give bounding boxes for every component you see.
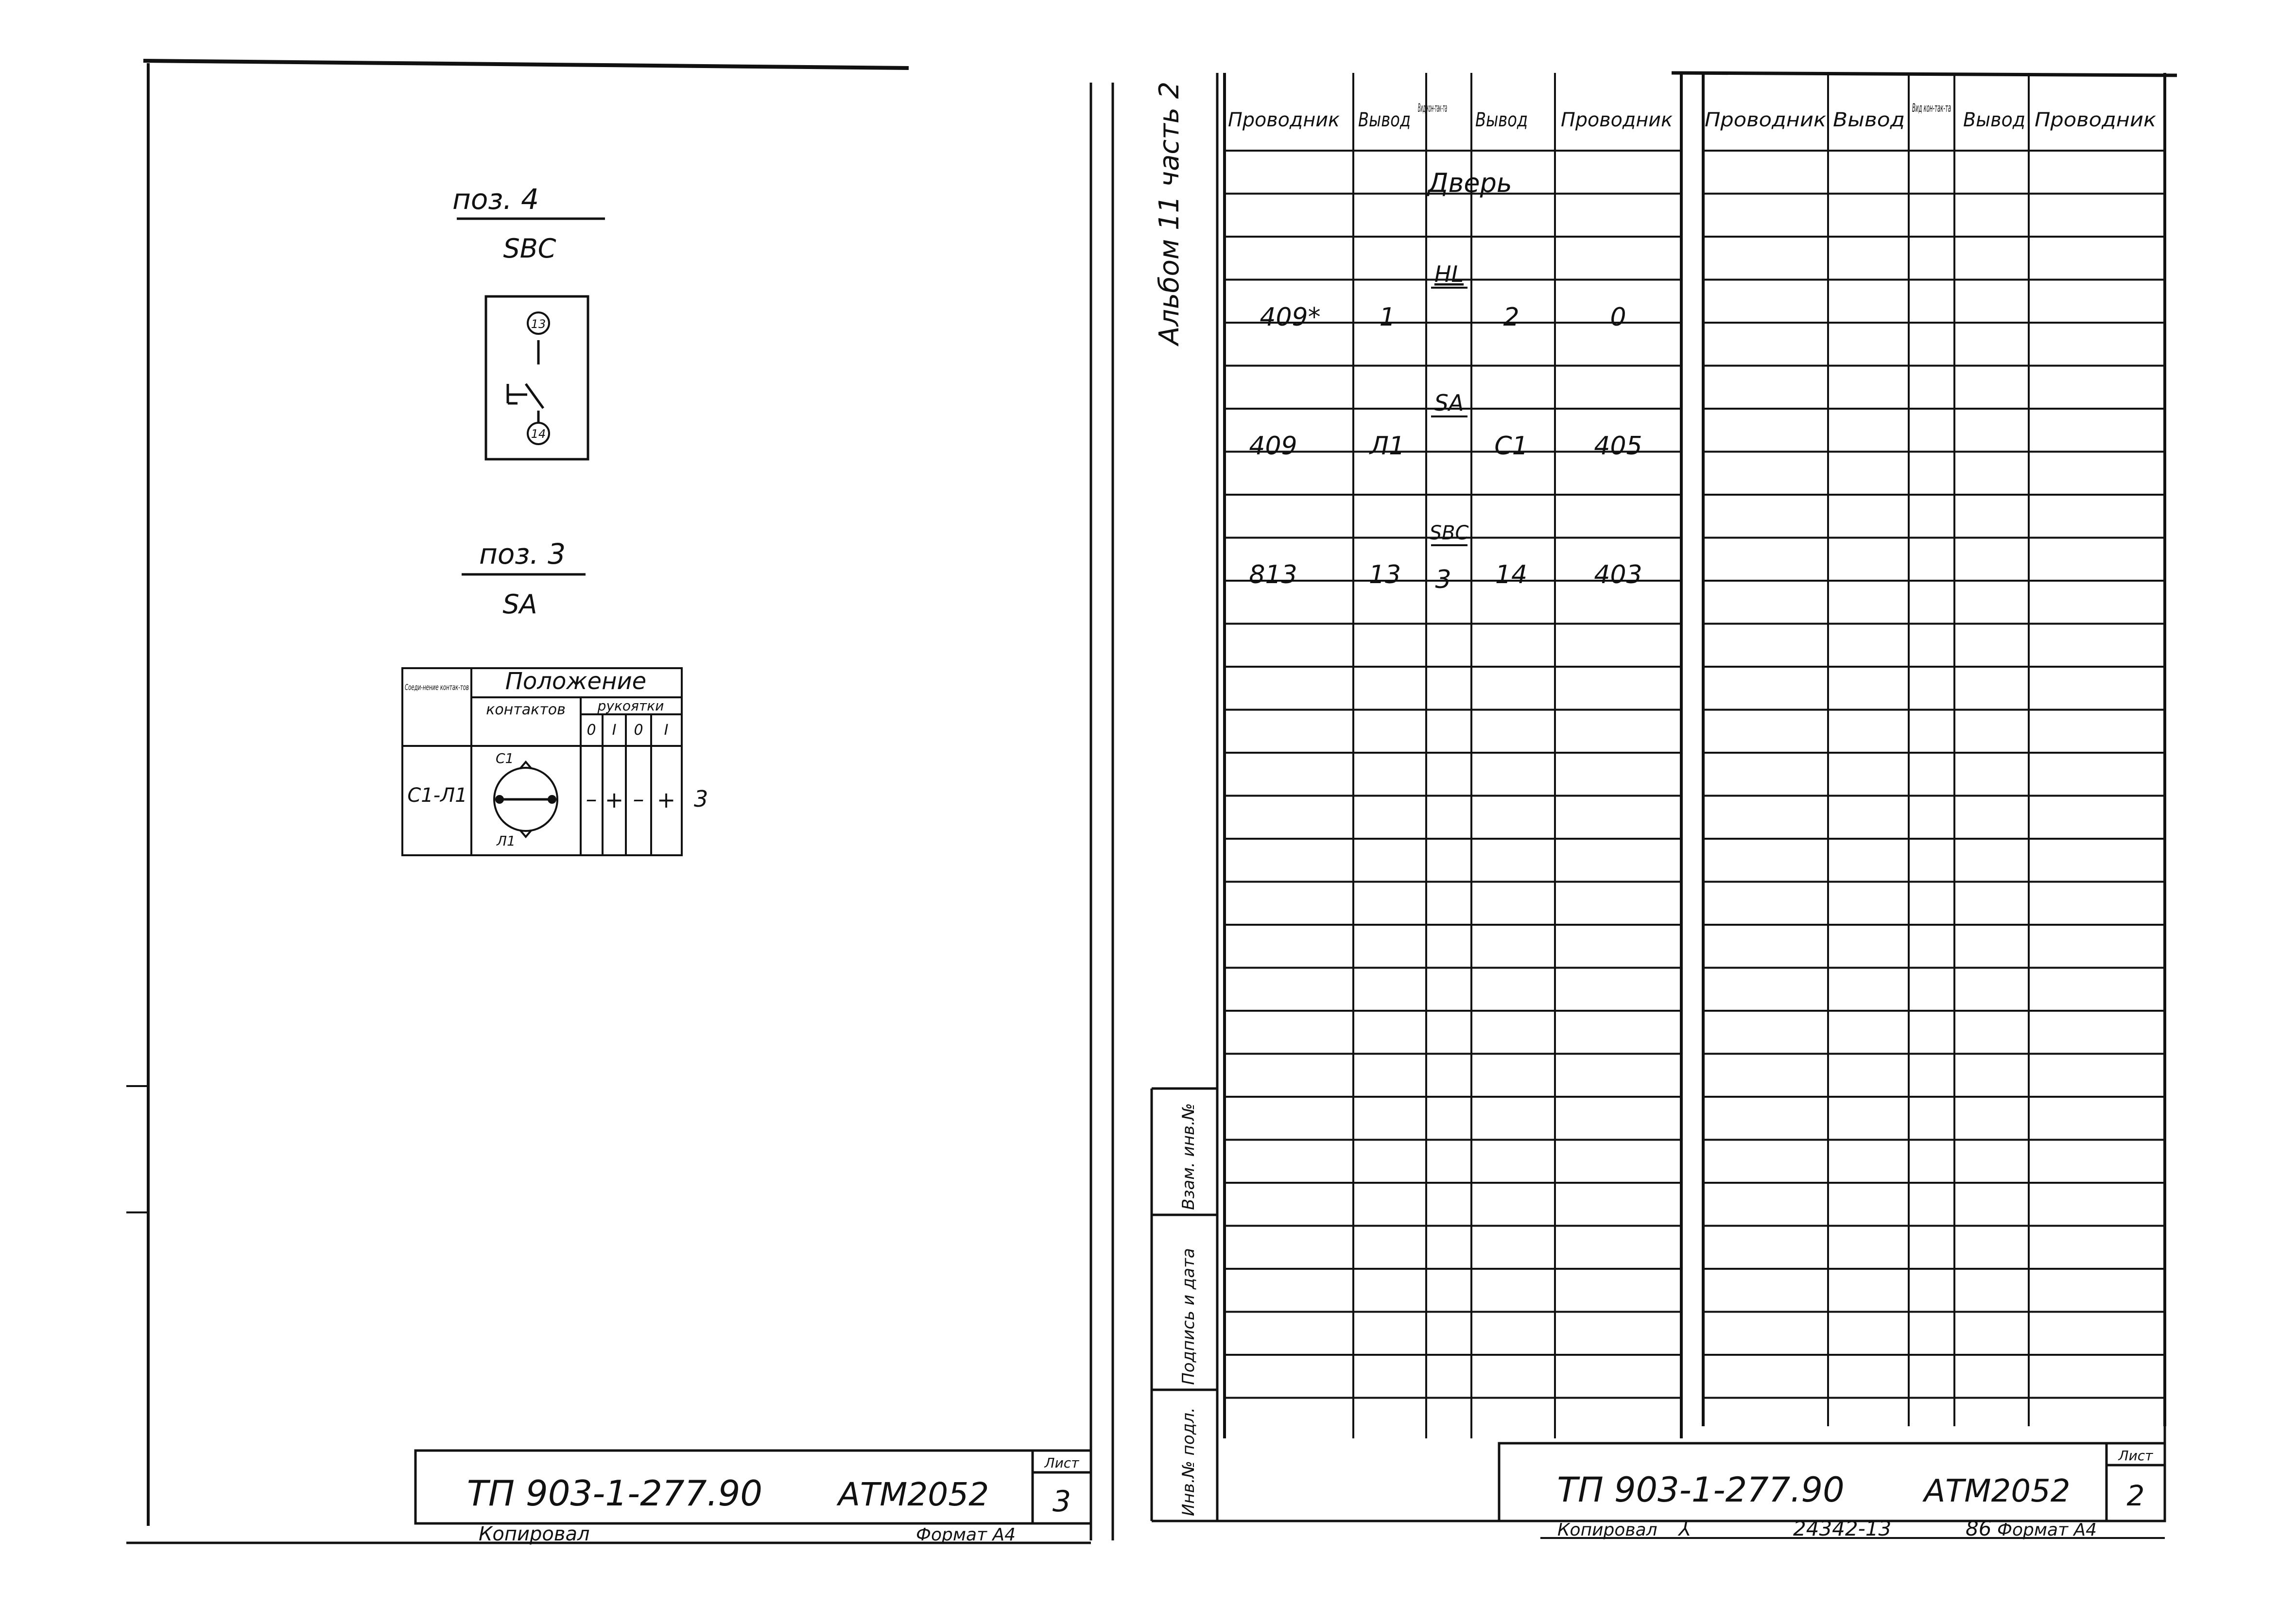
right-title-sheet-label: Лист: [2118, 1448, 2153, 1464]
hdr-conductor-1: Проводник: [1228, 109, 1340, 131]
right-title-doc: АТМ2052: [1924, 1473, 2071, 1509]
sbc-pushbutton-actuator: [508, 384, 527, 403]
left-title-code: ТП 903-1-277.90: [466, 1473, 763, 1514]
hdr-r-conductor-1: Проводник: [1705, 109, 1826, 131]
row7-conductor-a: 409: [1249, 432, 1297, 461]
pos4-block: [452, 183, 605, 459]
right-footer-format: Формат А4: [1997, 1520, 2097, 1540]
right-top-border: [1672, 73, 2177, 75]
right-footer-signature-mark: ⅄: [1679, 1518, 1691, 1540]
contact-top-label: С1: [496, 750, 514, 766]
switch-table-header-handle: рукоятки: [597, 698, 664, 714]
left-top-border: [143, 61, 909, 68]
left-title-doc: АТМ2052: [838, 1476, 989, 1513]
row3-contact: HL: [1434, 261, 1464, 287]
sbc-terminal-13-label: 13: [531, 317, 546, 331]
row9-contact: SBC: [1429, 522, 1469, 544]
hdr-conductor-2: Проводник: [1561, 109, 1673, 131]
left-table-headers: [1228, 101, 1673, 131]
connection-rows: [1249, 168, 1642, 594]
switch-side-mark: 3: [694, 786, 708, 812]
sbc-terminal-14-label: 14: [531, 427, 546, 441]
connection-table-right-grid: [1703, 73, 2165, 1426]
left-title-sheet-label: Лист: [1044, 1455, 1079, 1471]
hdr-terminal-1: Вывод: [1358, 109, 1411, 131]
right-table-headers: [1705, 101, 2156, 131]
stamp-inv-original: Инв.№ подл.: [1179, 1407, 1198, 1516]
right-title-sheet-number: 2: [2126, 1479, 2145, 1512]
state-4: +: [656, 787, 676, 813]
hdr-terminal-2: Вывод: [1475, 109, 1528, 131]
handle-pos-1: 0: [587, 722, 596, 739]
right-title-code: ТП 903-1-277.90: [1557, 1470, 1845, 1510]
pos3-block: [462, 537, 586, 620]
row4-terminal-a: 1: [1379, 303, 1396, 332]
table-row: [1427, 168, 1512, 198]
row10-terminal-b: 14: [1495, 560, 1528, 589]
row4-terminal-b: 2: [1503, 303, 1519, 332]
hdr-r-contact-type: Вид кон-так-та: [1912, 101, 1951, 115]
row7-conductor-b: 405: [1594, 432, 1642, 461]
hdr-r-terminal-1: Вывод: [1833, 109, 1905, 131]
stamp-replacement-inv: Взам. инв.№: [1179, 1103, 1198, 1210]
handle-pos-3: 0: [634, 722, 643, 739]
album-note: Альбом 11 часть 2: [1154, 81, 1185, 345]
row4-conductor-b: 0: [1610, 303, 1626, 332]
row10-conductor-b: 403: [1594, 560, 1642, 589]
row7-terminal-b: С1: [1494, 432, 1528, 461]
switch-row-label: С1-Л1: [407, 784, 467, 807]
switch-table-header-position: Положение: [505, 668, 647, 695]
state-2: +: [604, 787, 624, 813]
left-footer-copied: Копировал: [479, 1523, 590, 1545]
switch-table-text: [405, 668, 708, 849]
table-row: [1249, 432, 1642, 461]
hdr-r-terminal-2: Вывод: [1963, 109, 2025, 131]
table-row: [1430, 522, 1469, 545]
table-row: [1249, 560, 1642, 594]
hdr-contact-type: Вид кон-так-та: [1418, 101, 1447, 115]
rotary-contact-left: [496, 796, 503, 803]
pos3-designation: SA: [502, 589, 537, 620]
row10-contact: 3: [1435, 565, 1451, 594]
left-footer-format: Формат А4: [916, 1525, 1016, 1545]
row6-contact: SA: [1434, 390, 1464, 416]
handle-pos-4: I: [664, 722, 669, 739]
hdr-r-conductor-2: Проводник: [2035, 109, 2156, 131]
state-3: –: [633, 786, 644, 812]
row10-terminal-a: 13: [1368, 560, 1401, 589]
table-row: [1431, 390, 1467, 416]
state-1: –: [586, 786, 597, 812]
contact-bottom-label: Л1: [497, 833, 516, 849]
row10-conductor-a: 813: [1249, 560, 1297, 589]
left-title-sheet-number: 3: [1052, 1485, 1071, 1519]
pos3-label: поз. 3: [479, 537, 566, 570]
right-footer-order: 24342-13: [1793, 1517, 1892, 1540]
row7-terminal-a: Л1: [1369, 432, 1405, 461]
rotary-contact-right: [549, 796, 555, 803]
switch-table-header-contacts: контактов: [486, 701, 566, 718]
stamp-signature-date: Подпись и дата: [1179, 1248, 1198, 1385]
table-row: [1431, 261, 1467, 288]
sbc-contact-blade: [526, 384, 543, 408]
switch-table-header-connection: Соеди-нение контак-тов: [405, 683, 469, 692]
row1-contact: Дверь: [1428, 168, 1512, 198]
right-sheet-borders: [1113, 73, 2177, 1540]
handle-pos-2: I: [612, 722, 617, 739]
pos4-label: поз. 4: [452, 183, 539, 216]
row4-conductor-a: 409*: [1260, 303, 1321, 332]
right-footer-year: 86: [1966, 1517, 1992, 1540]
pos4-designation: SBC: [503, 233, 556, 264]
rotary-switch-symbol: [494, 762, 557, 837]
table-row: [1260, 303, 1626, 332]
right-footer-copied: Копировал: [1557, 1520, 1657, 1540]
